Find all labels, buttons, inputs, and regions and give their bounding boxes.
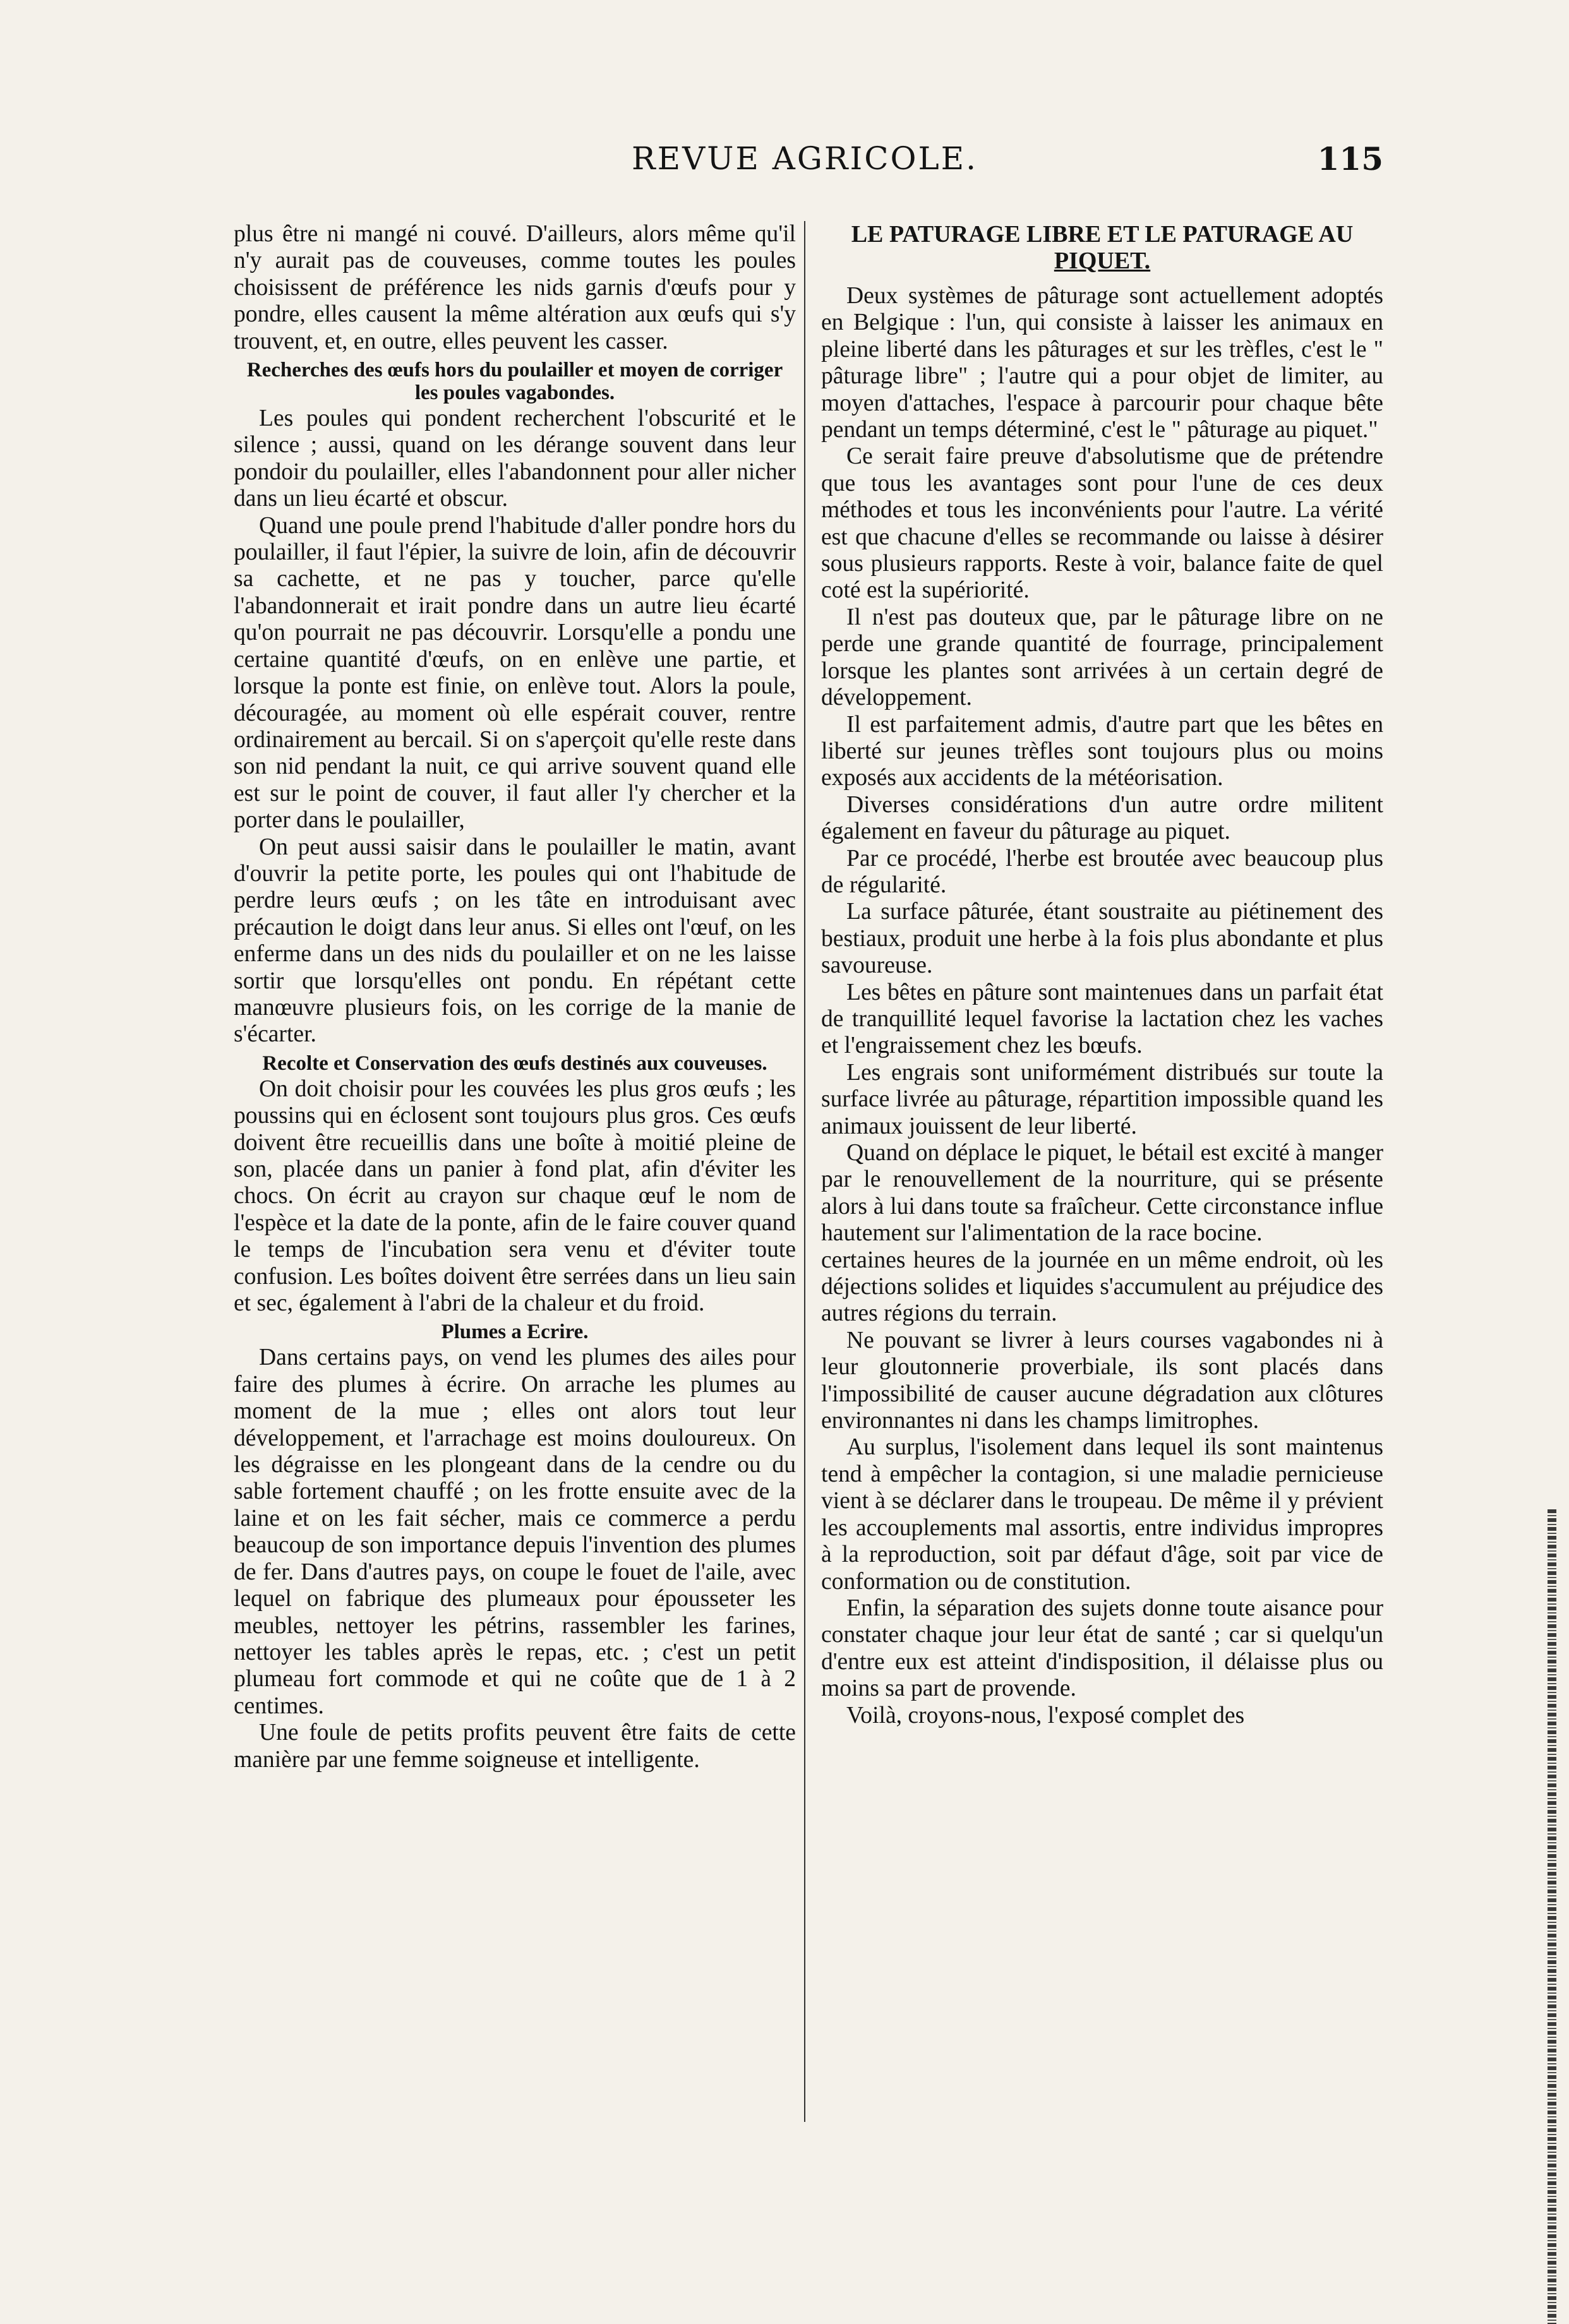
paragraph: Ne pouvant se livrer à leurs courses vagabondes ni à leur gloutonnerie proverbiale, ils sont placés dans l'impossibilité de causer aucune dégradation aux clôtures environnantes ni dans les champs limitrophes.	[821, 1327, 1383, 1434]
paragraph: Ce serait faire preuve d'absolutisme que de prétendre que tous les avantages sont pour l'une de ces deux méthodes et tous les inconvénients pour l'autre. La vérité est que chacune d'elles se recommande ou laisse à désirer sous plusieurs rapports. Reste à voir, balance faite de quel coté est la supériorité.	[821, 443, 1383, 604]
publication-title: REVUE AGRICOLE.	[632, 140, 978, 177]
section-heading: Recherches des œufs hors du poulailler et moyen de corriger les poules vagabondes.	[246, 359, 783, 405]
paragraph: Les engrais sont uniformément distribués sur toute la surface livrée au pâturage, répartition impossible quand les animaux jouissent de leur liberté.	[821, 1059, 1383, 1139]
article-title-line: LE PATURAGE LIBRE ET LE PATURAGE AU	[851, 221, 1354, 248]
paragraph: Par ce procédé, l'herbe est broutée avec beaucoup plus de régularité.	[821, 845, 1383, 898]
binding-edge-mark	[1548, 1509, 1556, 2324]
paragraph: Il est parfaitement admis, d'autre part que les bêtes en liberté sur jeunes trèfles sont toujours plus ou moins exposés aux accidents de la météorisation.	[821, 711, 1383, 791]
paragraph: Les poules qui pondent recherchent l'obscurité et le silence ; aussi, quand on les dérange souvent dans leur pondoir du poulailler, elles l'abandonnent pour aller nicher dans un lieu écarté et obscur.	[234, 405, 796, 512]
paragraph: certaines heures de la journée en un même endroit, où les déjections solides et liquides s'accumulent au préjudice des autres régions du terrain.	[821, 1247, 1383, 1327]
paragraph: Au surplus, l'isolement dans lequel ils sont maintenus tend à empêcher la contagion, si une maladie pernicieuse vient à se déclarer dans le troupeau. De même il y prévient les accouplements mal assortis, entre individus impropres à la reproduction, soit par défaut d'âge, soit par vice de conformation ou de constitution.	[821, 1434, 1383, 1595]
paragraph: Quand on déplace le piquet, le bétail est excité à manger par le renouvellement de la nourriture, qui se présente alors à lui dans toute sa fraîcheur. Cette circonstance influe hautement sur l'alimentation de la race bocine.	[821, 1140, 1383, 1247]
paragraph: La surface pâturée, étant soustraite au piétinement des bestiaux, produit une herbe à la fois plus abondante et plus savoureuse.	[821, 899, 1383, 979]
column-divider	[804, 221, 805, 2122]
article-title-line: PIQUET.	[1054, 248, 1151, 274]
paragraph: Diverses considérations d'un autre ordre militent également en faveur du pâturage au piquet.	[821, 791, 1383, 845]
page-number: 115	[1317, 140, 1383, 177]
paragraph: plus être ni mangé ni couvé. D'ailleurs, alors même qu'il n'y aurait pas de couveuses, comme toutes les poules choisissent de préférence les nids garnis d'œufs pour y pondre, elles causent la même altération aux œufs qui s'y trouvent, et, en outre, elles peuvent les casser.	[234, 221, 796, 354]
paragraph: Dans certains pays, on vend les plumes des ailes pour faire des plumes à écrire. On arrache les plumes au moment de la mue ; elles ont alors tout leur développement, et l'arrachage est moins douloureux. On les dégraisse en les plongeant dans de la cendre ou du sable fortement chauffé ; on les frotte ensuite avec de la laine et on les fait sécher, mais ce commerce a perdu beaucoup de son importance depuis l'invention des plumes de fer. Dans d'autres pays, on coupe le fouet de l'aile, avec lequel on fabrique des plumeaux pour épousseter les meubles, nettoyer les pétrins, rassembler les farines, nettoyer les tables après le repas, etc. ; c'est un petit plumeau fort commode et qui ne coûte que de 1 à 2 centimes.	[234, 1345, 796, 1719]
paragraph: Deux systèmes de pâturage sont actuellement adoptés en Belgique : l'un, qui consiste à laisser les animaux en pleine liberté dans les pâturages et sur les trèfles, c'est le " pâturage libre" ; l'autre qui a pour objet de limiter, au moyen d'attaches, l'espace à parcourir pour chaque bête pendant un temps déterminé, c'est le " pâturage au piquet."	[821, 283, 1383, 443]
paragraph: Voilà, croyons-nous, l'exposé complet des	[846, 1702, 1245, 1728]
paragraph: Quand une poule prend l'habitude d'aller pondre hors du poulailler, il faut l'épier, la suivre de loin, afin de découvrir sa cachette, et ne pas y toucher, parce qu'elle l'abandonnerait et irait pondre dans un autre lieu écarté qu'on pourrait ne pas découvrir. Lorsqu'elle a pondu une certaine quantité d'œufs, on en enlève une partie, et lorsque la ponte est finie, on enlève tout. Alors la poule, découragée, au moment où elle espérait couver, rentre ordinairement au bercail. Si on s'aperçoit qu'elle reste dans son nid pendant la nuit, ce qui arrive souvent quand elle est sur le point de couver, il faut aller l'y chercher et la porter dans le poulailler,	[234, 512, 796, 834]
section-heading: Plumes a Ecrire.	[441, 1321, 589, 1344]
paragraph: Enfin, la séparation des sujets donne toute aisance pour constater chaque jour leur état de santé ; car si quelqu'un d'entre eux est atteint d'indisposition, il délaisse plus ou moins sa part de provende.	[821, 1595, 1383, 1702]
running-header	[234, 140, 1383, 184]
paragraph: Il n'est pas douteux que, par le pâturage libre on ne perde une grande quantité de fourrage, principalement lorsque les plantes sont arrivées à un certain degré de développement.	[821, 604, 1383, 711]
paragraph: Les bêtes en pâture sont maintenues dans un parfait état de tranquillité lequel favorise la lactation chez les vaches et l'engraissement chez les bœufs.	[821, 979, 1383, 1059]
article-title	[821, 221, 1383, 274]
section-heading: Recolte et Conservation des œufs destinés aux couveuses.	[262, 1051, 767, 1075]
paragraph: On doit choisir pour les couvées les plus gros œufs ; les poussins qui en éclosent sont toujours plus gros. Ces œufs doivent être recueillis dans une boîte à moitié pleine de son, placée dans un panier à fond plat, afin d'éviter les chocs. On écrit au crayon sur chaque œuf le nom de l'espèce et la date de la ponte, afin de le faire couver quand le temps de l'incubation sera venu et d'éviter toute confusion. Les boîtes doivent être serrées dans un lieu sain et sec, également à l'abri de la chaleur et du froid.	[234, 1075, 796, 1317]
paragraph: Une foule de petits profits peuvent être faits de cette manière par une femme soigneuse et intelligente.	[234, 1720, 796, 1773]
left-column	[234, 221, 796, 2210]
right-column	[821, 221, 1383, 2210]
paragraph: On peut aussi saisir dans le poulailler le matin, avant d'ouvrir la petite porte, les poules qui ont l'habitude de perdre leurs œufs ; on les tâte en introduisant avec précaution le doigt dans leur anus. Si elles ont l'œuf, on les enferme dans un des nids du poulailler et on ne les laisse sortir que lorsqu'elles ont pondu. En répétant cette manœuvre plusieurs fois, on les corrige de la manie de s'écarter.	[234, 834, 796, 1048]
